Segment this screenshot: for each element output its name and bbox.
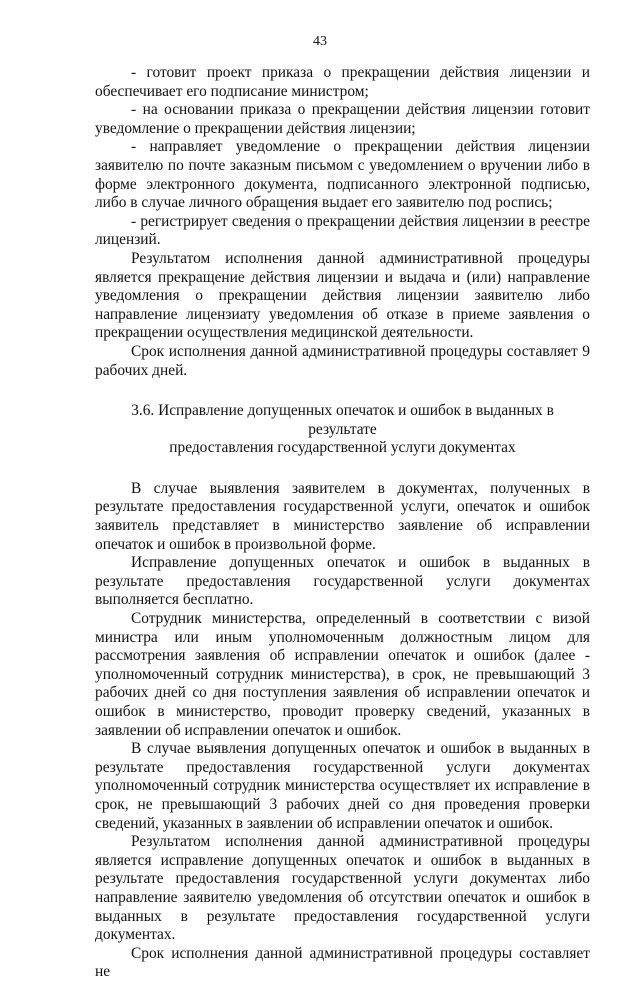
paragraph: Сотрудник министерства, определенный в соответствии с визой министра или иным уполномоченным должностным лицом для рассмотрения заявления об исправлении опечаток и ошибок (далее - уполномоченный сотрудник министерства), в срок, не превышающий 3 рабочих дней со дня поступления заявления об исправлении опечаток и ошибок в министерство, проводит проверку сведений, указанных в заявлении об исправлении опечаток и ошибок. <box>95 610 590 739</box>
paragraph: В случае выявления заявителем в документах, полученных в результате предоставления государственной услуги, опечаток и ошибок заявитель представляет в министерство заявление об исправлении опечаток и ошибок в произвольной форме. <box>95 479 590 553</box>
document-body <box>95 64 590 982</box>
section-heading-line: 3.6. Исправление допущенных опечаток и ошибок в выданных в результате <box>131 402 554 438</box>
paragraph: - готовит проект приказа о прекращении действия лицензии и обеспечивает его подписание министром; <box>95 64 590 100</box>
paragraph: - направляет уведомление о прекращении действия лицензии заявителю по почте заказным письмом с уведомлением о вручении либо в форме электронного документа, подписанного электронной подписью, либо в случае личного обращения выдает его заявителю под роспись; <box>95 138 590 212</box>
section-heading <box>95 402 590 458</box>
paragraph: Срок исполнения данной административной процедуры составляет не <box>95 944 590 981</box>
paragraph: Результатом исполнения данной административной процедуры является прекращение действия лицензии и выдача и (или) направление уведомления о прекращении действия лицензии заявителю либо направление лицензиату уведомления об отказе в приеме заявления о прекращении осуществления медицинской деятельности. <box>95 249 590 342</box>
paragraph: - регистрирует сведения о прекращении действия лицензии в реестре лицензий. <box>95 212 590 249</box>
page-number: 43 <box>313 34 327 49</box>
paragraph: Исправление допущенных опечаток и ошибок в выданных в результате предоставления государственной услуги документах выполняется бесплатно. <box>95 554 590 609</box>
paragraph: Срок исполнения данной административной процедуры составляет 9 рабочих дней. <box>95 342 590 379</box>
paragraph: В случае выявления допущенных опечаток и ошибок в выданных в результате предоставления государственной услуги документах уполномоченный сотрудник министерства осуществляет их исправление в срок, не превышающий 3 рабочих дней со дня проведения проверки сведений, указанных в заявлении об исправлении опечаток и ошибок. <box>95 740 590 832</box>
paragraph: Результатом исполнения данной административной процедуры является исправление допущенных опечаток и ошибок в выданных в результате предоставления государственной услуги документах либо направление заявителю уведомления об отсутствии опечаток и ошибок в выданных в результате предоставления государственной услуги документах. <box>95 833 590 944</box>
section-heading-line: предоставления государственной услуги документах <box>169 439 516 457</box>
paragraph: - на основании приказа о прекращении действия лицензии готовит уведомление о прекращении действия лицензии; <box>95 101 590 137</box>
